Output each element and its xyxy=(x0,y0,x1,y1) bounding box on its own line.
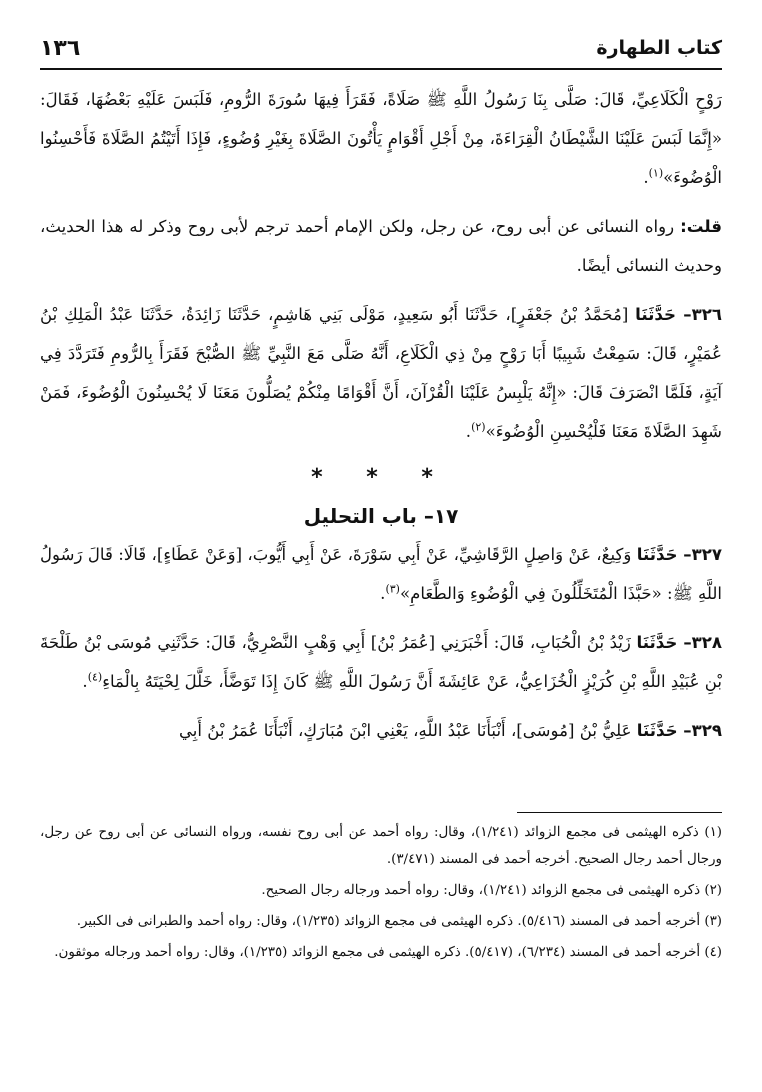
hadith-number: ٣٢٧– حَدَّثَنَا xyxy=(636,545,722,564)
footnote-3: (٣) أخرجه أحمد فى المسند (٥/٤١٦). ذكره الهيثمى فى مجمع الزوائد (١/٢٣٥)، وقال: رواه أحمد والطبرانى فى الكبير. xyxy=(76,914,722,929)
section-separator: * * * xyxy=(311,465,451,490)
footnotes xyxy=(40,812,722,970)
hadith-text: رَوْحٍ الْكَلَاعِيِّ، قَالَ: صَلَّى بِنَا رَسُولُ اللَّهِ ﷺ صَلَاةً، فَقَرَأَ فِيهَا سُورَةَ الرُّومِ، فَلَبَسَ عَلَيْهِ بَعْضُهَا، فَقَالَ: «إِنَّمَا لَبَسَ عَلَيْنَا الشَّيْطَانُ الْقِرَاءَةَ، مِنْ أَجْلِ أَقْوَامٍ يَأْتُونَ الصَّلَاةَ بِغَيْرِ وُضُوءٍ، فَإِذَا أَتَيْتُمُ الصَّلَاةَ فَأَحْسِنُوا الْوُضُوءَ» xyxy=(40,90,722,187)
hadith-text: [مُحَمَّدُ بْنُ جَعْفَرٍ]، حَدَّثَنَا أَبُو سَعِيدٍ، مَوْلَى بَنِي هَاشِمٍ، حَدَّثَنَا زَائِدَةُ، حَدَّثَنَا عَبْدُ الْمَلِكِ بْنُ عُمَيْرٍ، قَالَ: سَمِعْتُ شَبِيبًا أَبَا رَوْحٍ مِنْ ذِي الْكَلَاعِ، أَنَّهُ صَلَّى مَعَ النَّبِيِّ ﷺ الصُّبْحَ فَقَرَأَ بِالرُّومِ فَتَرَدَّدَ فِي آيَةٍ، فَلَمَّا انْصَرَفَ قَالَ: «إِنَّهُ يَلْبِسُ عَلَيْنَا الْقُرْآنَ، أَنَّ أَقْوَامًا مِنْكُمْ يُصَلُّونَ مَعَنَا لَا يُحْسِنُونَ الْوُضُوءَ، فَمَنْ شَهِدَ الصَّلَاةَ مَعَنَا فَلْيُحْسِنِ الْوُضُوءَ» xyxy=(40,305,722,441)
footnote-ref: (٤) xyxy=(87,670,103,684)
hadith-text: زَيْدُ بْنُ الْحُبَابِ، قَالَ: أَخْبَرَنِي [عُمَرُ بْنُ] أَبِي وَهْبٍ النَّصْرِيُّ، قَالَ: حَدَّثَنِي مُوسَى بْنُ طَلْحَةَ بْنِ عُبَيْدِ اللَّهِ بْنِ كُرَيْزٍ الْخُزَاعِيُّ، عَنْ عَائِشَةَ أَنَّ رَسُولَ اللَّهِ ﷺ كَانَ إِذَا تَوَضَّأَ، خَلَّلَ لِحْيَتَهُ بِالْمَاءِ xyxy=(40,633,722,691)
footnote-ref: (١) xyxy=(648,166,664,180)
footnote-4: (٤) أخرجه أحمد فى المسند (٦/٢٣٤)، (٥/٤١٧). ذكره الهيثمى فى مجمع الزوائد (١/٢٣٥)، وقال: رواه أحمد ورجاله موثقون. xyxy=(54,945,722,960)
chapter-title: ١٧– باب التحليل xyxy=(303,504,459,528)
hadith-327: ٣٢٧– حَدَّثَنَا وَكِيعٌ، عَنْ وَاصِلٍ الرَّقَاشِيِّ، عَنْ أَبِي سَوْرَةَ، عَنْ أَبِي أَيُّوبَ، [وَعَنْ عَطَاءٍ]، قَالَا: قَالَ رَسُولُ اللَّهِ ﷺ: «حَبَّذَا الْمُتَخَلِّلُونَ فِي الْوُضُوءِ وَالطَّعَامِ»$^{(٣)}$. xyxy=(40,545,722,603)
hadith-329 xyxy=(40,711,722,750)
page-number: ١٣٦ xyxy=(40,35,81,61)
hadith-328: ٣٢٨– حَدَّثَنَا زَيْدُ بْنُ الْحُبَابِ، قَالَ: أَخْبَرَنِي [عُمَرُ بْنُ] أَبِي وَهْبٍ النَّصْرِيُّ، قَالَ: حَدَّثَنِي مُوسَى بْنُ طَلْحَةَ بْنِ عُبَيْدِ اللَّهِ بْنِ كُرَيْزٍ الْخُزَاعِيُّ، عَنْ عَائِشَةَ أَنَّ رَسُولَ اللَّهِ ﷺ كَانَ إِذَا تَوَضَّأَ، خَلَّلَ لِحْيَتَهُ بِالْمَاءِ$^{(٤)}$. xyxy=(40,633,723,691)
hadith-continuation: رَوْحٍ الْكَلَاعِيِّ، قَالَ: صَلَّى بِنَا رَسُولُ اللَّهِ ﷺ صَلَاةً، فَقَرَأَ فِيهَا سُورَةَ الرُّومِ، فَلَبَسَ عَلَيْهِ بَعْضُهَا، فَقَالَ: «إِنَّمَا لَبَسَ عَلَيْنَا الشَّيْطَانُ الْقِرَاءَةَ، مِنْ أَجْلِ أَقْوَامٍ يَأْتُونَ الصَّلَاةَ بِغَيْرِ وُضُوءٍ، فَإِذَا أَتَيْتُمُ الصَّلَاةَ فَأَحْسِنُوا الْوُضُوءَ»$^{(١)}$. xyxy=(40,90,722,187)
hadith-326: ٣٢٦– حَدَّثَنَا [مُحَمَّدُ بْنُ جَعْفَرٍ]، حَدَّثَنَا أَبُو سَعِيدٍ، مَوْلَى بَنِي هَاشِمٍ، حَدَّثَنَا زَائِدَةُ، حَدَّثَنَا عَبْدُ الْمَلِكِ بْنُ عُمَيْرٍ، قَالَ: سَمِعْتُ شَبِيبًا أَبَا رَوْحٍ مِنْ ذِي الْكَلَاعِ، أَنَّهُ صَلَّى مَعَ النَّبِيِّ ﷺ الصُّبْحَ فَقَرَأَ بِالرُّومِ فَتَرَدَّدَ فِي آيَةٍ، فَلَمَّا انْصَرَفَ قَالَ: «إِنَّهُ يَلْبِسُ عَلَيْنَا الْقُرْآنَ، أَنَّ أَقْوَامًا مِنْكُمْ يُصَلُّونَ مَعَنَا لَا يُحْسِنُونَ الْوُضُوءَ، فَمَنْ شَهِدَ الصَّلَاةَ مَعَنَا فَلْيُحْسِنِ الْوُضُوءَ»$^{(٢)}$. xyxy=(40,305,722,441)
hadith-text: عَلِيُّ بْنُ [مُوسَى]، أَنْبَأَنَا عَبْدُ اللَّهِ، يَعْنِي ابْنَ مُبَارَكٍ، أَنْبَأَنَا عُمَرُ بْنُ أَبِي xyxy=(178,721,632,740)
hadith-number: ٣٢٩– حَدَّثَنَا xyxy=(636,721,722,740)
footnote-2: (٢) ذكره الهيثمى فى مجمع الزوائد (١/٢٤١)، وقال: رواه أحمد ورجاله رجال الصحيح. xyxy=(261,883,722,898)
footnote-ref: (٣) xyxy=(385,582,400,596)
footnote-1: (١) ذكره الهيثمى فى مجمع الزوائد (١/٢٤١)، وقال: رواه أحمد عن أبى روح نفسه، ورواه النسائى عن أبى روح عن رجل، ورجال أحمد رجال الصحيح. أخرجه أحمد فى المسند (٣/٤٧١). xyxy=(40,825,722,867)
main-text xyxy=(40,80,722,750)
page xyxy=(40,30,722,760)
commentary-paragraph xyxy=(40,207,722,285)
commentary-text: رواه النسائى عن أبى روح، عن رجل، ولكن الإمام أحمد ترجم لأبى روح وذكر له هذا الحديث، وحديث النسائى أيضًا. xyxy=(40,217,722,275)
book-title: كتاب الطهارة xyxy=(596,37,722,59)
footnote-divider xyxy=(517,812,722,813)
footnote-ref: (٢) xyxy=(471,420,486,434)
hadith-number: ٣٢٨– حَدَّثَنَا xyxy=(636,633,723,652)
hadith-number: ٣٢٦– حَدَّثَنَا xyxy=(635,305,722,324)
commentary-label: قلت: xyxy=(680,217,723,236)
page-header xyxy=(40,30,722,70)
hadith-text: وَكِيعٌ، عَنْ وَاصِلٍ الرَّقَاشِيِّ، عَنْ أَبِي سَوْرَةَ، عَنْ أَبِي أَيُّوبَ، [وَعَنْ عَطَاءٍ]، قَالَا: قَالَ رَسُولُ اللَّهِ ﷺ: «حَبَّذَا الْمُتَخَلِّلُونَ فِي الْوُضُوءِ وَالطَّعَامِ» xyxy=(40,545,722,603)
